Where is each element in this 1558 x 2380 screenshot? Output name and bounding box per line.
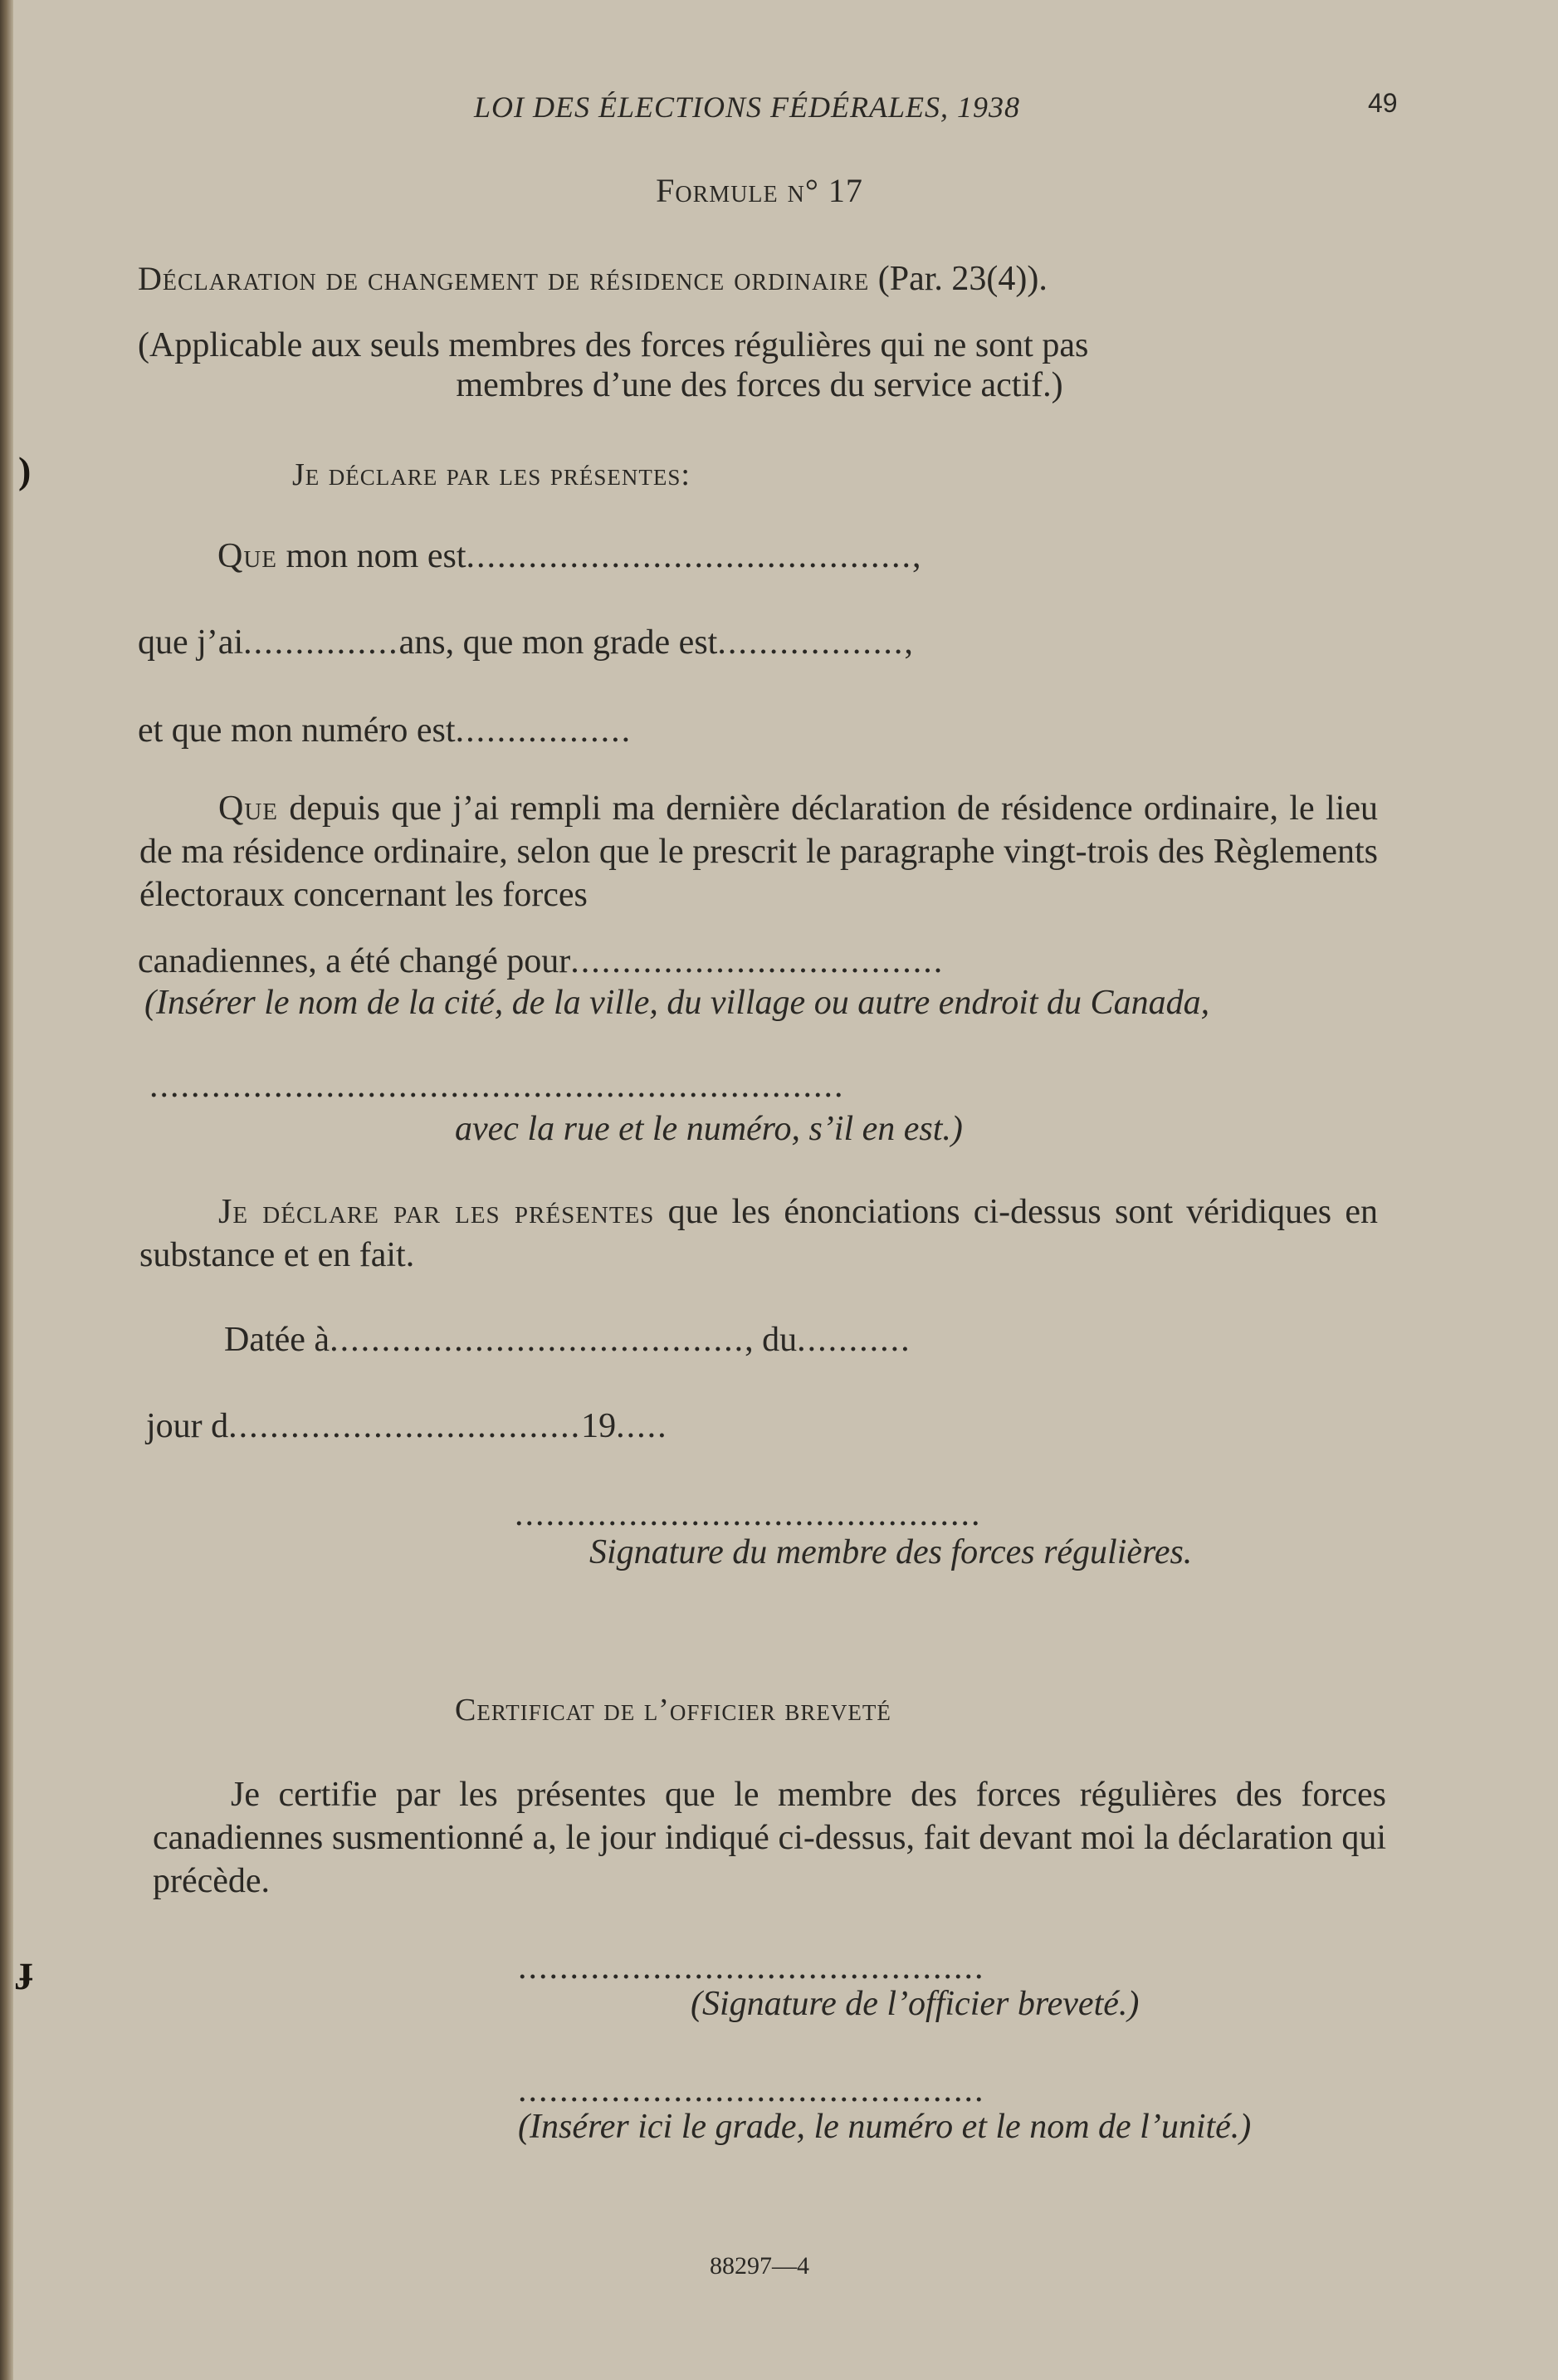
book-binding-edge [0, 0, 13, 2380]
name-label: mon nom est [277, 537, 466, 575]
margin-mark-top: ) [18, 449, 32, 491]
dated-place-blank[interactable]: ........................................ [330, 1321, 745, 1359]
changed-to-blank[interactable]: .................................... [570, 942, 945, 980]
insert-note-place: (Insérer le nom de la cité, de la ville, du village ou autre endroit du Canada, [144, 984, 1210, 1022]
day-month-blank[interactable]: .................................. [228, 1407, 582, 1445]
member-signature-blank[interactable]: ............................................. [515, 1495, 982, 1533]
member-signature-label: Signature du membre des forces régulières. [589, 1533, 1193, 1571]
applicability-line-2: membres d’une des forces du service actif.) [456, 366, 1063, 404]
rank-unit-blank[interactable]: ............................................. [518, 2071, 985, 2109]
age-blank[interactable]: ............... [243, 623, 399, 662]
year-blank[interactable]: ..... [616, 1407, 668, 1445]
day-label: jour d [146, 1407, 229, 1445]
paragraph-declaration-text: que les énonciations ci-dessus sont véridiques en substance et en fait. [139, 1193, 1378, 1274]
margin-mark-bottom: ɟ [20, 1947, 33, 1990]
name-blank[interactable]: ........................................... [466, 537, 912, 575]
certificate-text [153, 1773, 1386, 1903]
number-line [138, 711, 632, 750]
officer-signature-label: (Signature de l’officier breveté.) [691, 1985, 1140, 2023]
paragraph-residence-text: depuis que j’ai rempli ma dernière déclaration de résidence ordinaire, le lieu de ma résidence ordinaire, selon que le prescrit le paragraphe vingt-trois des Règlements électoraux concernant les forces [139, 789, 1378, 914]
dated-day-blank[interactable]: ........... [797, 1321, 911, 1359]
dated-line [224, 1320, 911, 1360]
number-blank[interactable]: ................. [455, 711, 632, 750]
paragraph-declaration [139, 1190, 1378, 1277]
age-rank-line [138, 623, 913, 662]
changed-to-label: canadiennes, a été changé pour [138, 942, 571, 980]
year-prefix: 19 [581, 1407, 617, 1445]
age-rank-end: , [904, 623, 913, 662]
number-label: et que mon numéro est [138, 711, 456, 750]
rank-label: ans, que mon grade est [398, 623, 718, 662]
certificate-title: Certificat de l’officier breveté [455, 1693, 891, 1728]
certificate-text-body: Je certifie par les présentes que le membre des forces régulières des forces canadiennes susmentionné a, le jour indiqué ci-dessus, fait devant moi la déclaration qui précède. [153, 1776, 1386, 1900]
age-label: que j’ai [138, 623, 244, 662]
rank-unit-label: (Insérer ici le grade, le numéro et le nom de l’unité.) [518, 2108, 1252, 2146]
running-title: LOI DES ÉLECTIONS FÉDÉRALES, 1938 [474, 90, 1020, 124]
address-blank[interactable]: ................................................................... [149, 1067, 845, 1105]
declaration-title-ref: (Par. 23(4)). [869, 260, 1048, 298]
dated-label: Datée à [224, 1321, 330, 1359]
insert-note-street: avec la rue et le numéro, s’il en est.) [455, 1110, 963, 1148]
officer-signature-blank[interactable]: ............................................. [518, 1948, 985, 1987]
rank-blank[interactable]: .................. [717, 623, 905, 662]
name-lead: Que [217, 537, 277, 575]
dated-of-label: , du [745, 1321, 798, 1359]
paragraph-residence-lead: Que [218, 789, 278, 828]
day-line [146, 1406, 668, 1446]
form-title: Formule n° 17 [656, 172, 863, 209]
declaration-title [138, 259, 1048, 299]
page-number: 49 [1368, 88, 1398, 118]
paragraph-declaration-lead: Je déclare par les présentes [218, 1193, 655, 1231]
paragraph-residence [139, 787, 1378, 916]
print-code: 88297—4 [710, 2252, 809, 2280]
declare-heading: Je déclare par les présentes: [292, 457, 691, 492]
applicability-line-1: (Applicable aux seuls membres des forces régulières qui ne sont pas [138, 326, 1089, 364]
declaration-title-text: Déclaration de changement de résidence ordinaire [138, 260, 870, 297]
name-line [217, 536, 921, 576]
name-end: , [912, 537, 921, 575]
changed-to-line [138, 941, 944, 981]
